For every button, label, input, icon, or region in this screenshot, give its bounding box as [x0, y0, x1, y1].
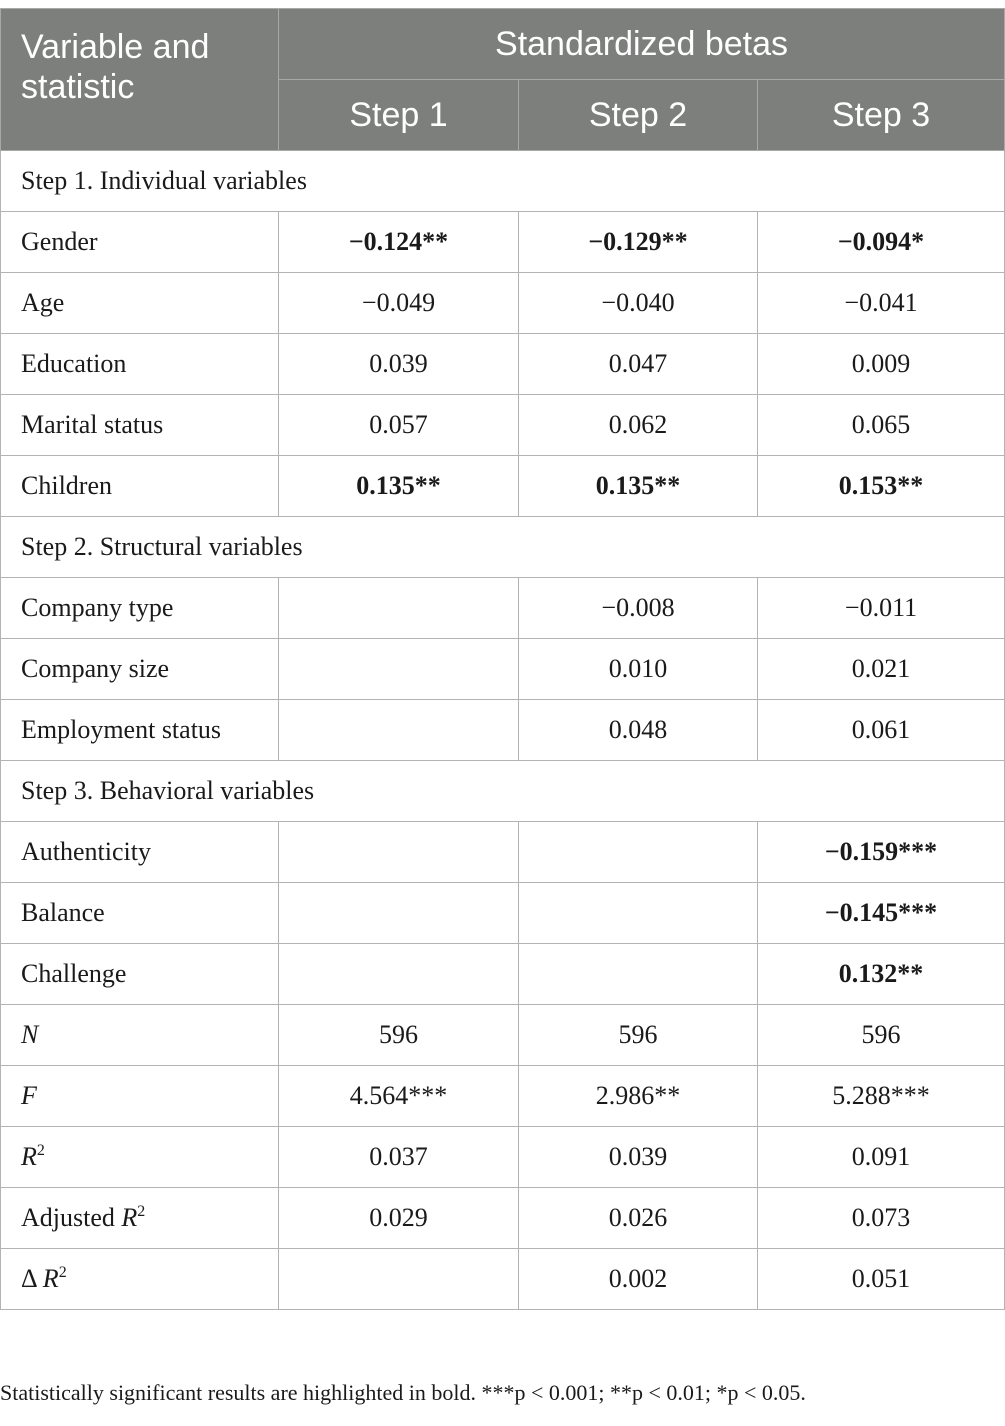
label-prefix: Adjusted	[21, 1203, 122, 1232]
row-label: Age	[1, 273, 279, 334]
cell-step2: 596	[519, 1005, 758, 1066]
cell-step2: 0.026	[519, 1188, 758, 1249]
section-label-individual: Step 1. Individual variables	[1, 151, 1005, 212]
row-label: Company size	[1, 639, 279, 700]
superscript-2: 2	[58, 1264, 67, 1281]
cell-step1: 596	[279, 1005, 519, 1066]
row-label	[1, 1188, 279, 1249]
r-symbol: R	[42, 1264, 59, 1293]
cell-step3: 0.091	[758, 1127, 1005, 1188]
cell-step2	[519, 944, 758, 1005]
cell-step2: −0.040	[519, 273, 758, 334]
row-label: F	[1, 1066, 279, 1127]
cell-step2: 0.062	[519, 395, 758, 456]
cell-step3: 0.153**	[758, 456, 1005, 517]
r-symbol: R	[21, 1142, 37, 1171]
cell-step1	[279, 578, 519, 639]
superscript-2: 2	[36, 1142, 45, 1159]
cell-step1: 0.029	[279, 1188, 519, 1249]
label-prefix: Δ	[21, 1264, 43, 1293]
cell-step2	[519, 883, 758, 944]
variable-column-header: Variable and statistic	[1, 9, 279, 151]
step-2-header: Step 2	[519, 80, 758, 151]
row-label: N	[1, 1005, 279, 1066]
step-1-header: Step 1	[279, 80, 519, 151]
section-label-behavioral: Step 3. Behavioral variables	[1, 761, 1005, 822]
cell-step2: 0.135**	[519, 456, 758, 517]
cell-step2: 0.048	[519, 700, 758, 761]
cell-step2: 2.986**	[519, 1066, 758, 1127]
section-row	[1, 517, 1005, 578]
table-row-company-type	[1, 578, 1005, 639]
row-label: Children	[1, 456, 279, 517]
table-row-children	[1, 456, 1005, 517]
table-header	[1, 9, 1005, 151]
cell-step3: 0.073	[758, 1188, 1005, 1249]
row-label: Marital status	[1, 395, 279, 456]
cell-step3: 596	[758, 1005, 1005, 1066]
cell-step1: 4.564***	[279, 1066, 519, 1127]
section-row	[1, 151, 1005, 212]
superscript-2: 2	[137, 1203, 146, 1220]
table-row-employment-status	[1, 700, 1005, 761]
cell-step1: 0.135**	[279, 456, 519, 517]
cell-step1	[279, 1249, 519, 1310]
cell-step3: 0.065	[758, 395, 1005, 456]
cell-step1: 0.057	[279, 395, 519, 456]
cell-step1	[279, 883, 519, 944]
cell-step3: 0.061	[758, 700, 1005, 761]
cell-step2	[519, 822, 758, 883]
cell-step3: 0.021	[758, 639, 1005, 700]
table-row-n	[1, 1005, 1005, 1066]
cell-step1	[279, 639, 519, 700]
row-label: Challenge	[1, 944, 279, 1005]
cell-step3: −0.041	[758, 273, 1005, 334]
cell-step2: −0.129**	[519, 212, 758, 273]
table-row-challenge	[1, 944, 1005, 1005]
cell-step2: 0.002	[519, 1249, 758, 1310]
cell-step1: −0.124**	[279, 212, 519, 273]
standardized-betas-header: Standardized betas	[279, 9, 1005, 80]
table-row-company-size	[1, 639, 1005, 700]
row-label: Company type	[1, 578, 279, 639]
row-label: Education	[1, 334, 279, 395]
table-footnote: Statistically significant results are highlighted in bold. ***p < 0.001; **p < 0.01; *p < 0.05.	[0, 1380, 806, 1405]
cell-step3: 0.009	[758, 334, 1005, 395]
cell-step3: 5.288***	[758, 1066, 1005, 1127]
table-row-education	[1, 334, 1005, 395]
section-label-structural: Step 2. Structural variables	[1, 517, 1005, 578]
cell-step2: 0.047	[519, 334, 758, 395]
cell-step3: 0.132**	[758, 944, 1005, 1005]
regression-table	[0, 8, 1005, 1310]
table-row-balance	[1, 883, 1005, 944]
row-label: Balance	[1, 883, 279, 944]
cell-step3: 0.051	[758, 1249, 1005, 1310]
table-row-authenticity	[1, 822, 1005, 883]
row-label: Employment status	[1, 700, 279, 761]
cell-step1	[279, 944, 519, 1005]
cell-step3: −0.011	[758, 578, 1005, 639]
row-label	[1, 1127, 279, 1188]
cell-step1: 0.037	[279, 1127, 519, 1188]
row-label: Authenticity	[1, 822, 279, 883]
table-row-adjusted-r-squared	[1, 1188, 1005, 1249]
cell-step3: −0.094*	[758, 212, 1005, 273]
cell-step3: −0.145***	[758, 883, 1005, 944]
row-label	[1, 1249, 279, 1310]
cell-step3: −0.159***	[758, 822, 1005, 883]
cell-step2: −0.008	[519, 578, 758, 639]
cell-step1	[279, 700, 519, 761]
table-row-age	[1, 273, 1005, 334]
table-row-f	[1, 1066, 1005, 1127]
table-row-gender	[1, 212, 1005, 273]
r-symbol: R	[121, 1203, 138, 1232]
section-row	[1, 761, 1005, 822]
cell-step1	[279, 822, 519, 883]
step-3-header: Step 3	[758, 80, 1005, 151]
cell-step1: −0.049	[279, 273, 519, 334]
table-row-delta-r-squared	[1, 1249, 1005, 1310]
row-label: Gender	[1, 212, 279, 273]
table-row-marital-status	[1, 395, 1005, 456]
cell-step1: 0.039	[279, 334, 519, 395]
cell-step2: 0.010	[519, 639, 758, 700]
cell-step2: 0.039	[519, 1127, 758, 1188]
table-row-r-squared	[1, 1127, 1005, 1188]
